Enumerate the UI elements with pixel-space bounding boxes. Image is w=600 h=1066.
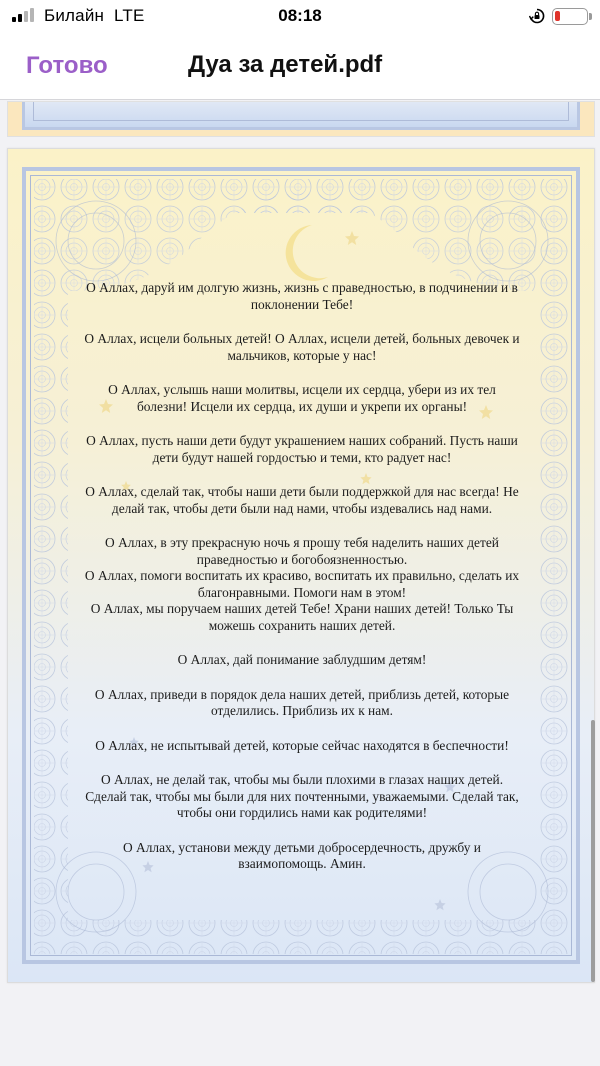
paragraph: О Аллах, исцели больных детей! О Аллах, исцели детей, больных девочек и мальчиков, которые у нас! [84, 331, 520, 363]
status-bar [0, 0, 600, 34]
previous-page-frame [22, 101, 580, 130]
paragraph: О Аллах, приведи в порядок дела наших детей, приблизь детей, которые отделились. Приблизь их к нам. [94, 686, 510, 718]
battery-level [555, 11, 560, 21]
battery-icon [552, 8, 588, 25]
carrier-name: Билайн [44, 6, 105, 25]
dua-text [84, 280, 520, 873]
document-title: Дуа за детей.pdf [188, 51, 383, 78]
scroll-indicator[interactable] [591, 720, 595, 982]
paragraph: О Аллах, даруй им долгую жизнь, жизнь с праведностью, в подчинении и в поклонении Тебе! [86, 280, 518, 312]
done-button[interactable]: Готово [26, 52, 108, 79]
paragraph: О Аллах, мы поручаем наших детей Тебе! Храни наших детей! Только Ты можешь сохранить наших детей. [90, 601, 514, 633]
orientation-lock-icon [529, 8, 545, 24]
paragraph: О Аллах, дай понимание заблудшим детям! [177, 652, 427, 667]
battery-tip [589, 13, 592, 20]
previous-page[interactable] [7, 101, 595, 137]
paragraph: О Аллах, в эту прекрасную ночь я прошу тебя наделить наших детей праведностью и богобоязненностью. [105, 535, 499, 567]
paragraph: О Аллах, сделай так, чтобы наши дети были поддержкой для нас всегда! Не делай так, чтобы дети были над нами, чтобы издевались над нами. [85, 484, 519, 516]
viewer-background [0, 985, 600, 1066]
paragraph: О Аллах, пусть наши дети будут украшением наших собраний. Пусть наши дети будут нашей гордостью и теми, кто радует нас! [86, 433, 518, 465]
status-time: 08:18 [278, 6, 322, 25]
pdf-page[interactable] [7, 148, 595, 983]
paragraph: О Аллах, помоги воспитать их красиво, воспитать их правильно, сделать их благонравными. Помоги нам в этом! [84, 568, 520, 600]
network-type: LTE [113, 6, 145, 25]
paragraph: О Аллах, услышь наши молитвы, исцели их сердца, убери из их тел болезни! Исцели их сердца, их души и укрепи их органы! [108, 382, 496, 414]
navigation-bar [0, 34, 600, 100]
paragraph: О Аллах, не делай так, чтобы мы были плохими в глазах наших детей. Сделай так, чтобы мы были для них почтенными, уважаемыми. Сделай так, чтобы они гордились нами как родителями! [85, 772, 519, 820]
paragraph: О Аллах, установи между детьми добросердечность, дружбу и взаимопомощь. Амин. [123, 839, 481, 871]
paragraph: О Аллах, не испытывай детей, которые сейчас находятся в беспечности! [95, 737, 509, 753]
